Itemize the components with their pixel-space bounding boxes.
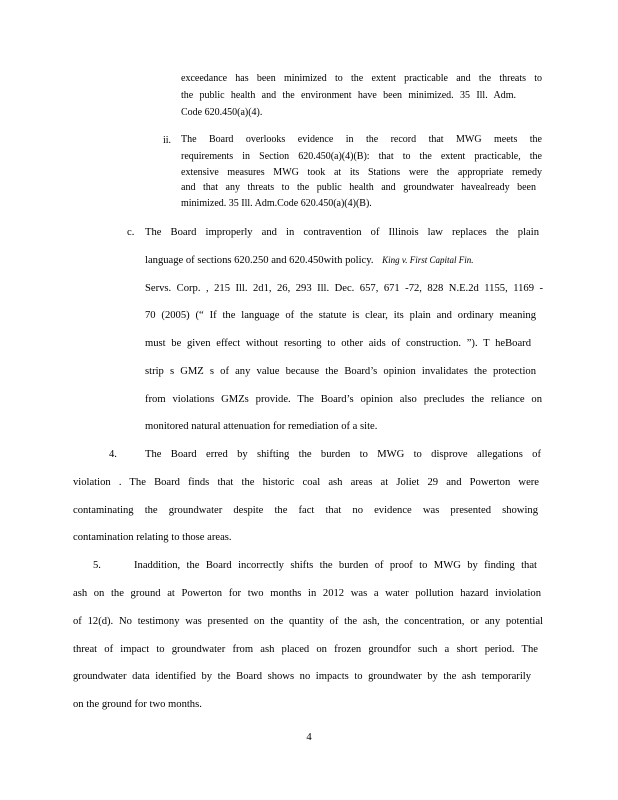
text-line: violation . The Board finds that the historic coal ash areas at Joliet 29 and Powerton were: [73, 477, 539, 488]
text-line: The Board erred by shifting the burden to MWG to disprove allegations of: [145, 449, 541, 460]
text-line: Code 620.450(a)(4).: [181, 107, 263, 118]
text-line: Inaddition, the Board incorrectly shifts the burden of proof to MWG by finding that: [134, 560, 537, 571]
text-line: requirements in Section 620.450(a)(4)(B): that to the extent practicable, the: [181, 151, 542, 162]
list-marker: c.: [127, 227, 135, 238]
text-line: The Board improperly and in contravention of Illinois law replaces the plain: [145, 227, 539, 238]
text-line: Servs. Corp. , 215 Ill. 2d1, 26, 293 Ill. Dec. 657, 671 -72, 828 N.E.2d 1155, 1169 -: [145, 283, 543, 294]
text-line: threat of impact to groundwater from ash placed on frozen groundfor such a short period. The: [73, 644, 538, 655]
text-line: must be given effect without resorting to other aids of construction. ”). T heBoard: [145, 338, 531, 349]
text-line: 70 (2005) (“ If the language of the statute is clear, its plain and ordinary meaning: [145, 310, 536, 321]
case-citation: King v. First Capital Fin.: [382, 255, 474, 265]
text-line: groundwater data identified by the Board shows no impacts to groundwater by the ash temporarily: [73, 671, 531, 682]
page-number: 4: [306, 732, 312, 743]
text-line: The Board overlooks evidence in the record that MWG meets the: [181, 134, 542, 145]
text-line: contamination relating to those areas.: [73, 532, 232, 543]
text-line: ash on the ground at Powerton for two months in 2012 was a water pollution hazard inviolation: [73, 588, 541, 599]
text-span: language of sections 620.250 and 620.450with policy.: [145, 255, 374, 266]
text-line: exceedance has been minimized to the extent practicable and the threats to: [181, 73, 542, 84]
text-line: extensive measures MWG took at its Stations were the appropriate remedy: [181, 167, 542, 178]
paragraph-number: 4.: [109, 449, 117, 460]
text-line: of 12(d). No testimony was presented on the quantity of the ash, the concentration, or any potential: [73, 616, 543, 627]
paragraph-number: 5.: [93, 560, 101, 571]
text-line-with-citation: [145, 254, 540, 267]
text-line: the public health and the environment have been minimized. 35 Ill. Adm.: [181, 90, 516, 101]
list-marker: ii.: [163, 135, 172, 146]
text-line: monitored natural attenuation for remediation of a site.: [145, 421, 378, 432]
text-line: minimized. 35 Ill. Adm.Code 620.450(a)(4)(B).: [181, 198, 372, 209]
text-line: and that any threats to the public health and groundwater havealready been: [181, 182, 536, 193]
text-line: on the ground for two months.: [73, 699, 202, 710]
text-line: from violations GMZs provide. The Board’s opinion also precludes the reliance on: [145, 394, 542, 405]
text-line: contaminating the groundwater despite the fact that no evidence was presented showing: [73, 505, 538, 516]
text-line: strip s GMZ s of any value because the Board’s opinion invalidates the protection: [145, 366, 536, 377]
